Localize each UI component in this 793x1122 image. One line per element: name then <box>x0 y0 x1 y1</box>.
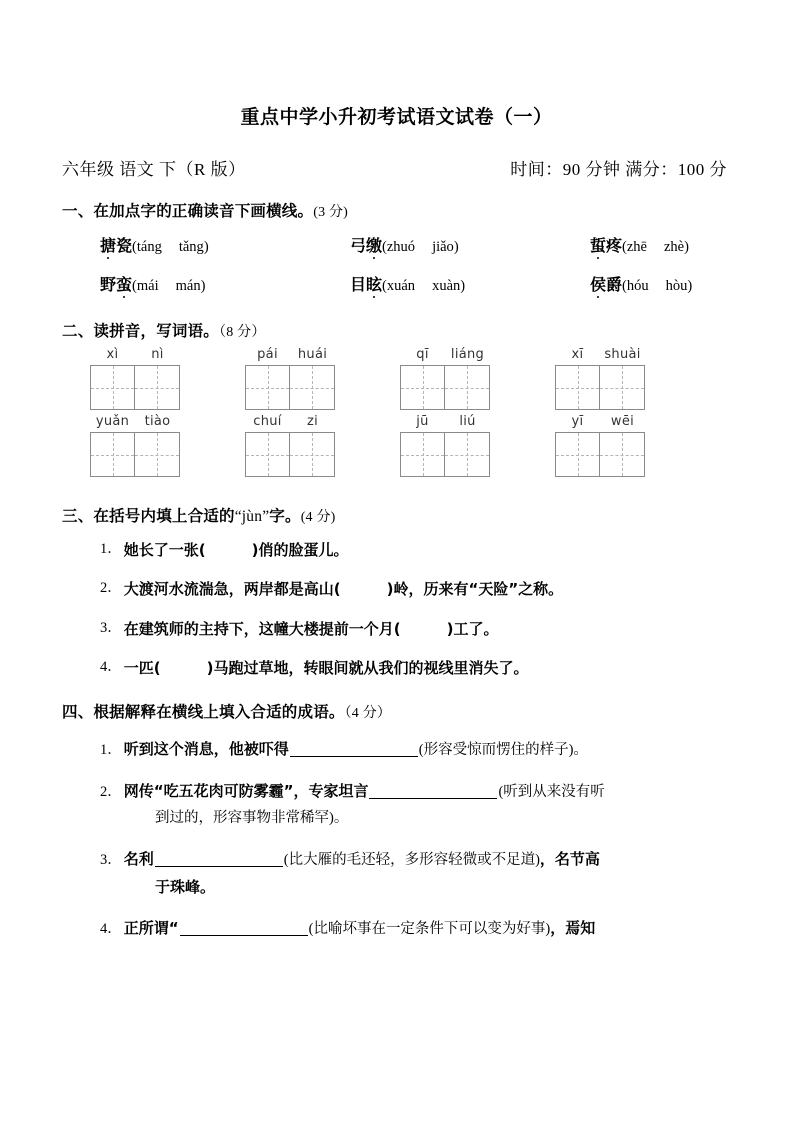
tianzige-cell[interactable] <box>135 365 180 410</box>
character-grid-group[interactable] <box>400 414 490 477</box>
question-text-after: ，名节高 <box>539 850 600 869</box>
choice-options: (táng tǎng) <box>132 239 209 255</box>
option-1[interactable]: mái <box>136 278 159 294</box>
section-three-heading-suffix: 字。 <box>269 507 301 525</box>
question-item <box>62 579 731 599</box>
pinyin-syllable: yuǎn <box>95 414 130 429</box>
tianzige-cell[interactable] <box>445 365 490 410</box>
pinyin-syllable: liú <box>459 414 476 429</box>
choice-word <box>590 233 622 256</box>
tianzige-cell[interactable] <box>90 365 135 410</box>
pinyin-syllable: tiào <box>144 414 171 429</box>
choice-options: (zhuó jiǎo) <box>382 239 459 255</box>
choice-options: (hóu hòu) <box>622 278 693 294</box>
pinyin-hint <box>245 414 335 429</box>
tianzige-cell[interactable] <box>555 432 600 477</box>
choice-options: (mái mán) <box>132 278 206 294</box>
plain-char: 瓷 <box>116 236 133 255</box>
question-text-before: 听到这个消息，他被吓得 <box>123 740 289 758</box>
question-number: 1． <box>100 742 122 758</box>
grid-boxes <box>555 432 645 477</box>
section-one-heading <box>62 199 731 221</box>
option-2[interactable]: tǎng <box>178 239 204 255</box>
dotted-char: 蜇 <box>590 233 606 256</box>
question-text-before: 名利 <box>123 850 154 869</box>
choice-word <box>350 272 382 295</box>
question-item <box>62 778 731 831</box>
section-two-heading-text: 二、读拼音，写词语。 <box>62 322 220 340</box>
dotted-char: 眩 <box>366 272 382 295</box>
choice-word <box>100 233 132 256</box>
option-1[interactable]: zhuó <box>386 239 416 255</box>
section-three-heading <box>62 504 731 526</box>
grid-boxes <box>245 432 335 477</box>
section-three-points: (4 分) <box>300 510 336 525</box>
section-two <box>62 319 731 477</box>
character-grid-group[interactable] <box>90 347 180 410</box>
section-four-points: （4 分） <box>344 706 392 721</box>
plain-char: 目 <box>350 275 367 294</box>
answer-blank[interactable] <box>401 619 447 639</box>
exam-meta-row <box>62 155 731 180</box>
section-one-items <box>62 233 731 295</box>
choice-item[interactable] <box>590 233 689 256</box>
section-two-points: （8 分） <box>219 325 266 340</box>
tianzige-cell[interactable] <box>555 365 600 410</box>
pinyin-syllable: xì <box>106 347 119 362</box>
question-text-after: )俏的脸蛋儿。 <box>251 541 349 559</box>
pinyin-hint <box>245 347 335 362</box>
question-text-continued: 于珠峰。 <box>155 877 216 896</box>
question-text-after: ，焉知 <box>550 918 596 937</box>
character-grid-row <box>62 414 731 477</box>
grid-boxes <box>245 365 335 410</box>
option-2[interactable]: hòu <box>665 278 688 294</box>
character-grid-row <box>62 347 731 410</box>
section-four-heading-text: 四、根据解释在横线上填入合适的成语。 <box>62 703 345 721</box>
question-text-before: 网传“吃五花肉可防雾霾”，专家坦言 <box>123 782 369 801</box>
grid-boxes <box>400 365 490 410</box>
dotted-char: 搪 <box>100 233 116 256</box>
pinyin-syllable: nì <box>151 347 164 362</box>
question-gloss: (听到从来没有听 <box>498 784 605 801</box>
pinyin-syllable: shuài <box>604 347 641 362</box>
pinyin-syllable: liáng <box>450 347 485 362</box>
question-text-after: )马跑过草地，转眼间就从我们的视线里消失了。 <box>206 658 529 677</box>
tianzige-cell[interactable] <box>290 432 335 477</box>
question-text-after: )岭，历来有“天险”之称。 <box>386 580 564 599</box>
question-number: 3． <box>100 852 122 869</box>
question-item <box>62 736 731 763</box>
pinyin-syllable: zi <box>306 414 319 429</box>
answer-blank[interactable] <box>341 579 387 599</box>
dotted-char: 侯 <box>590 272 606 295</box>
answer-blank[interactable] <box>161 658 207 678</box>
tianzige-cell[interactable] <box>445 432 490 477</box>
tianzige-cell[interactable] <box>245 432 290 477</box>
pinyin-hint <box>400 347 490 362</box>
question-number: 2． <box>100 580 122 597</box>
option-1[interactable]: xuán <box>386 278 416 294</box>
grid-boxes <box>400 432 490 477</box>
question-item <box>62 619 731 639</box>
question-gloss: (比大雁的毛还轻，多形容轻微或不足道) <box>283 852 540 869</box>
question-item <box>62 846 731 900</box>
question-text-before: 她长了一张( <box>123 541 206 559</box>
pinyin-hint <box>555 347 645 362</box>
character-grid-group[interactable] <box>555 414 645 477</box>
option-1[interactable]: zhē <box>626 239 647 255</box>
plain-char: 疼 <box>606 236 623 255</box>
question-text-before: 一匹( <box>123 658 161 677</box>
answer-blank-line[interactable] <box>369 798 497 799</box>
grade-subject-label: 六年级 语文 下（R 版） <box>62 160 246 179</box>
answer-blank-line[interactable] <box>290 756 418 757</box>
tianzige-cell[interactable] <box>290 365 335 410</box>
option-2[interactable]: jiǎo <box>432 239 454 255</box>
tianzige-cell[interactable] <box>600 365 645 410</box>
question-gloss: (比喻坏事在一定条件下可以变为好事) <box>308 920 551 937</box>
grid-boxes <box>90 365 180 410</box>
choice-options: (zhē zhè) <box>622 239 689 255</box>
choice-word <box>350 233 382 256</box>
answer-blank-line[interactable] <box>180 935 308 936</box>
section-four-heading <box>62 700 731 722</box>
character-grid-group[interactable] <box>245 347 335 410</box>
pinyin-syllable: yī <box>571 414 584 429</box>
section-one-heading-text: 一、在加点字的正确读音下画横线。 <box>62 202 314 220</box>
section-three-questions <box>62 540 731 678</box>
dotted-char: 蛮 <box>116 272 132 295</box>
choice-item[interactable] <box>350 272 590 295</box>
question-number: 4． <box>100 658 122 675</box>
section-two-heading <box>62 319 731 341</box>
choice-item[interactable] <box>100 233 350 256</box>
choice-item[interactable] <box>590 272 692 295</box>
section-one <box>62 199 731 295</box>
character-grid-group[interactable] <box>90 414 180 477</box>
pinyin-syllable: xī <box>571 347 584 362</box>
character-grid-group[interactable] <box>400 347 490 410</box>
pinyin-hint <box>555 414 645 429</box>
plain-char: 爵 <box>606 275 623 294</box>
choice-item[interactable] <box>100 272 350 295</box>
section-four-questions <box>62 736 731 942</box>
choice-row <box>100 272 731 295</box>
option-1[interactable]: táng <box>136 239 162 255</box>
option-2[interactable]: mán <box>175 278 201 294</box>
pinyin-syllable: huái <box>297 347 328 362</box>
question-number: 2． <box>100 784 122 801</box>
plain-char: 弓 <box>350 236 367 255</box>
question-item <box>62 915 731 942</box>
question-number: 4． <box>100 920 122 937</box>
choice-word <box>590 272 622 295</box>
option-2[interactable]: xuàn <box>432 278 461 294</box>
question-gloss: (形容受惊而愣住的样子)。 <box>418 742 588 758</box>
pinyin-hint <box>90 414 180 429</box>
grid-boxes <box>555 365 645 410</box>
section-three-heading-prefix: 三、在括号内填上合适的 <box>62 507 235 525</box>
choice-options: (xuán xuàn) <box>382 278 466 294</box>
tianzige-cell[interactable] <box>245 365 290 410</box>
pinyin-syllable: qī <box>416 347 429 362</box>
question-item <box>62 540 731 560</box>
character-grid-group[interactable] <box>245 414 335 477</box>
option-1[interactable]: hóu <box>626 278 649 294</box>
question-text-before: 正所谓“ <box>123 918 179 937</box>
question-number: 1． <box>100 541 122 557</box>
answer-blank[interactable] <box>206 540 252 560</box>
time-and-total-score-label: 时间：90 分钟 满分：100 分 <box>510 160 727 179</box>
tianzige-cell[interactable] <box>600 432 645 477</box>
question-text-before: 在建筑师的主持下，这幢大楼提前一个月( <box>123 619 401 638</box>
character-grid-rows <box>62 347 731 477</box>
pinyin-hint <box>90 347 180 362</box>
question-gloss-continued: 到过的，形容事物非常稀罕)。 <box>155 809 349 826</box>
section-three <box>62 504 731 678</box>
question-text-after: )工了。 <box>446 619 499 638</box>
dotted-char: 缴 <box>366 233 382 256</box>
question-number: 3． <box>100 619 122 636</box>
section-three-target-pinyin: “jùn” <box>234 508 270 525</box>
pinyin-syllable: chuí <box>253 414 282 429</box>
character-grid-group[interactable] <box>555 347 645 410</box>
choice-word <box>100 272 132 295</box>
page-title: 重点中学小升初考试语文试卷（一） <box>240 106 553 128</box>
grid-boxes <box>90 432 180 477</box>
tianzige-cell[interactable] <box>90 432 135 477</box>
pinyin-hint <box>400 414 490 429</box>
pinyin-syllable: jū <box>416 414 429 429</box>
option-2[interactable]: zhè <box>664 239 685 255</box>
question-item <box>62 658 731 678</box>
choice-item[interactable] <box>350 233 590 256</box>
tianzige-cell[interactable] <box>135 432 180 477</box>
tianzige-cell[interactable] <box>400 365 445 410</box>
section-four <box>62 700 731 942</box>
pinyin-syllable: wēi <box>610 414 635 429</box>
tianzige-cell[interactable] <box>400 432 445 477</box>
question-text-before: 大渡河水流湍急，两岸都是高山( <box>123 580 341 599</box>
choice-row <box>100 233 731 256</box>
answer-blank-line[interactable] <box>155 866 283 867</box>
section-one-points: (3 分) <box>313 205 349 220</box>
pinyin-syllable: pái <box>257 347 278 362</box>
plain-char: 野 <box>100 275 117 294</box>
